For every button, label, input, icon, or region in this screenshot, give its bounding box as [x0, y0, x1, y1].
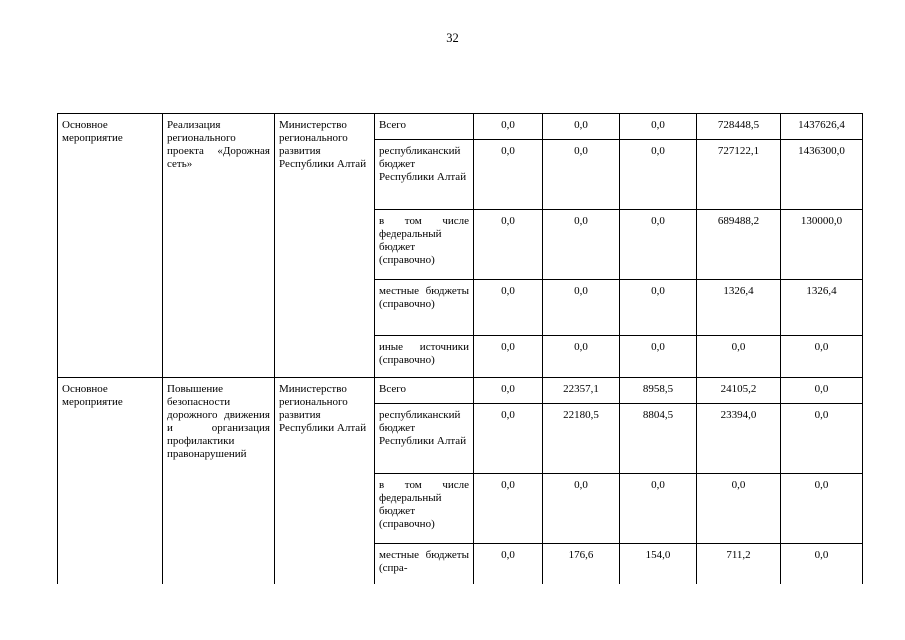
value-cell: 0,0	[781, 336, 863, 378]
event-type-cell: Основное мероприятие	[58, 378, 163, 584]
value-cell: 0,0	[543, 140, 620, 210]
value-cell: 0,0	[781, 404, 863, 474]
value-cell: 0,0	[474, 210, 543, 280]
value-cell: 0,0	[474, 544, 543, 584]
table-row	[58, 114, 863, 140]
value-cell: 0,0	[543, 210, 620, 280]
value-cell: 0,0	[474, 336, 543, 378]
value-cell: 22357,1	[543, 378, 620, 404]
value-cell: 727122,1	[697, 140, 781, 210]
value-cell: 0,0	[697, 474, 781, 544]
value-cell: 0,0	[620, 474, 697, 544]
value-cell: 0,0	[543, 280, 620, 336]
value-cell: 0,0	[620, 336, 697, 378]
page-number: 32	[446, 31, 459, 45]
value-cell: 0,0	[697, 336, 781, 378]
event-type-cell: Основное мероприятие	[58, 114, 163, 378]
source-cell: Всего	[375, 378, 474, 404]
source-cell: иные источники (справочно)	[375, 336, 474, 378]
value-cell: 1326,4	[697, 280, 781, 336]
value-cell: 0,0	[620, 140, 697, 210]
value-cell: 0,0	[781, 544, 863, 584]
value-cell: 0,0	[474, 140, 543, 210]
value-cell: 0,0	[543, 114, 620, 140]
value-cell: 0,0	[620, 280, 697, 336]
value-cell: 0,0	[474, 280, 543, 336]
value-cell: 0,0	[781, 378, 863, 404]
value-cell: 176,6	[543, 544, 620, 584]
value-cell: 0,0	[474, 474, 543, 544]
value-cell: 1326,4	[781, 280, 863, 336]
value-cell: 0,0	[543, 336, 620, 378]
value-cell: 0,0	[474, 378, 543, 404]
value-cell: 689488,2	[697, 210, 781, 280]
budget-table	[57, 113, 863, 584]
value-cell: 1436300,0	[781, 140, 863, 210]
value-cell: 728448,5	[697, 114, 781, 140]
value-cell: 0,0	[474, 114, 543, 140]
source-cell: Всего	[375, 114, 474, 140]
value-cell: 8958,5	[620, 378, 697, 404]
value-cell: 8804,5	[620, 404, 697, 474]
value-cell: 154,0	[620, 544, 697, 584]
value-cell: 0,0	[543, 474, 620, 544]
value-cell: 1437626,4	[781, 114, 863, 140]
table-row	[58, 378, 863, 404]
executor-cell: Министерство регионального развития Республики Алтай	[275, 114, 375, 378]
source-cell: местные бюджеты (справочно)	[375, 280, 474, 336]
event-name-cell: Повышение безопасности дорожного движения и организация профилактики правонарушений	[163, 378, 275, 584]
value-cell: 711,2	[697, 544, 781, 584]
value-cell: 0,0	[620, 210, 697, 280]
value-cell: 24105,2	[697, 378, 781, 404]
value-cell: 22180,5	[543, 404, 620, 474]
value-cell: 0,0	[474, 404, 543, 474]
source-cell: в том числе федеральный бюджет (справочно)	[375, 210, 474, 280]
source-cell: республиканский бюджет Республики Алтай	[375, 140, 474, 210]
source-cell: местные бюджеты (спра-	[375, 544, 474, 584]
value-cell: 130000,0	[781, 210, 863, 280]
value-cell: 0,0	[620, 114, 697, 140]
source-cell: в том числе федеральный бюджет (справочно)	[375, 474, 474, 544]
value-cell: 0,0	[781, 474, 863, 544]
value-cell: 23394,0	[697, 404, 781, 474]
event-name-cell: Реализация регионального проекта «Дорожная сеть»	[163, 114, 275, 378]
executor-cell: Министерство регионального развития Республики Алтай	[275, 378, 375, 584]
source-cell: республиканский бюджет Республики Алтай	[375, 404, 474, 474]
